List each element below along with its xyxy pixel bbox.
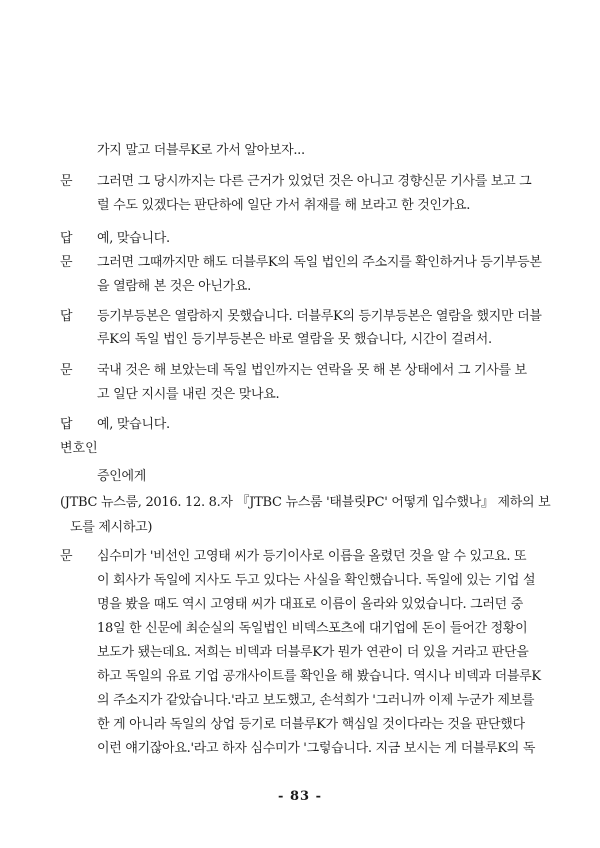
text-line: 을 열람해 본 것은 아닌가요.: [97, 279, 251, 294]
text-line: 도를 제시하고): [70, 520, 153, 535]
question-tag: 문: [60, 174, 73, 189]
answer-tag: 답: [60, 231, 73, 246]
text-line: 18일 한 신문에 최순실의 독일법인 비덱스포츠에 대기업에 돈이 들어간 정황이: [97, 621, 528, 636]
page-number: - 83 -: [278, 789, 322, 804]
text-line: 가지 말고 더블루K로 가서 알아보자...: [97, 143, 305, 158]
text-line: 럴 수도 있겠다는 판단하에 일단 가서 취재를 해 보라고 한 것인가요.: [97, 198, 471, 213]
text-line: 보도가 됐는데요. 저희는 비덱과 더블루K가 뭔가 연관이 더 있을 거라고 판단을: [97, 645, 529, 660]
question-tag: 문: [60, 255, 73, 270]
text-line: 예, 맞습니다.: [97, 231, 170, 246]
text-line: (JTBC 뉴스룸, 2016. 12. 8.자 『JTBC 뉴스룸 '태블릿PC' 어떻게 입수했나』 제하의 보: [60, 495, 551, 510]
text-line: 하고 독일의 유료 기업 공개사이트를 확인을 해 봤습니다. 역시나 비덱과 더블루K: [97, 669, 541, 684]
speaker-tag: 변호인: [60, 441, 98, 456]
answer-tag: 답: [60, 309, 73, 324]
text-line: 그러면 그때까지만 해도 더블루K의 독일 법인의 주소지를 확인하거나 등기부등본: [97, 255, 542, 270]
text-line: 이런 얘기잖아요.'라고 하자 심수미가 '그렇습니다. 지금 보시는 게 더블루K의 독: [97, 741, 536, 756]
text-line: 예, 맞습니다.: [97, 417, 170, 432]
text-line: 그러면 그 당시까지는 다른 근거가 있었던 것은 아니고 경향신문 기사를 보고 그: [97, 174, 532, 189]
text-line: 명을 봤을 때도 역시 고영태 씨가 대표로 이름이 올라와 있었습니다. 그러던 중: [97, 597, 523, 612]
text-line: 이 회사가 독일에 지사도 두고 있다는 사실을 확인했습니다. 독일에 있는 기업 설: [97, 573, 536, 588]
text-line: 루K의 독일 법인 등기부등본은 바로 열람을 못 했습니다, 시간이 걸려서.: [97, 332, 492, 347]
text-line: 증인에게: [97, 469, 147, 484]
text-line: 심수미가 '비선인 고영태 씨가 등기이사로 이름을 올렸던 것을 알 수 있고요. 또: [97, 549, 527, 564]
text-line: 국내 것은 해 보았는데 독일 법인까지는 연락을 못 해 본 상태에서 그 기사를 보: [97, 363, 527, 378]
text-line: 의 주소지가 같았습니다.'라고 보도했고, 손석희가 '그러니까 이제 누군가 제보를: [97, 693, 535, 708]
question-tag: 문: [60, 549, 73, 564]
text-line: 한 게 아니라 독일의 상업 등기로 더블루K가 핵심일 것이다라는 것을 판단했다: [97, 717, 525, 732]
question-tag: 문: [60, 363, 73, 378]
answer-tag: 답: [60, 417, 73, 432]
text-line: 등기부등본은 열람하지 못했습니다. 더블루K의 등기부등본은 열람을 했지만 더블: [97, 309, 542, 324]
text-line: 고 일단 지시를 내린 것은 맞나요.: [97, 387, 280, 402]
